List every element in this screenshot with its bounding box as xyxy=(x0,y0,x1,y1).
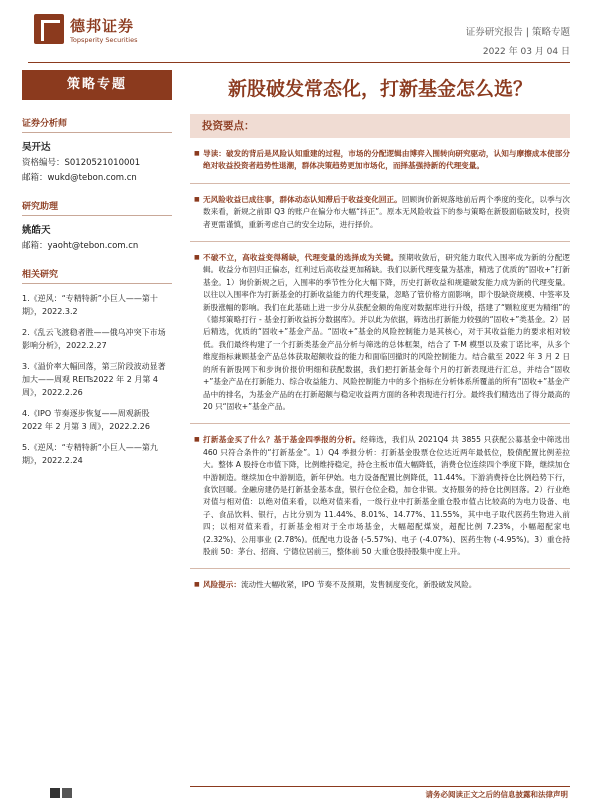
brand-logo-icon xyxy=(34,14,64,44)
divider xyxy=(190,241,570,242)
key-points-label: 投资要点： xyxy=(190,114,570,138)
divider xyxy=(190,423,570,424)
point-holdings-lead: 打新基金买了什么？基于基金四季报的分析。 xyxy=(203,435,361,445)
risk-warning-lead: 风险提示： xyxy=(203,580,241,590)
point-holdings xyxy=(194,434,570,558)
qr-code-icon xyxy=(50,788,60,798)
related-report-3[interactable]: 3.《溢价率大幅回落，第三阶段波动显著加大——周观 REITs2022 年 2 月第 4 周》，2022.2.26 xyxy=(22,362,166,397)
footer-divider xyxy=(190,786,570,787)
brand-name-cn: 德邦证券 xyxy=(70,16,135,35)
main-content xyxy=(190,70,570,592)
sidebar xyxy=(22,70,172,467)
point-proxy-text: 预期收敛后，研究能力取代入围率成为新的分配逻辑。收益分布回归正偏态，红利过后高收益更加稀缺。我们以新代理变量为基准，精选了优质的“固收+”打新基金。1）询价新规之后，入围率的季节性分化大幅下降，历史打新收益和规避破发能力成为新的代理变量。以往以入围率作为打新基金的打新收益能力的代理变量，忽略了管价格方面影响，即个股缺资规模、中签率及新股涨幅的影响。我们在此基础上进一步分从获配金额的角度对数据库进行升级，搭建了“颗粒度更为精细”的《德邦策略打行 - 基金打新收益拆分数据库》。并以此为依据，筛选出打新能力较强的“固收+”类基金。2）居后精选，优质的“固收+”基金产品。“固收+”基金的风险控制能力是其核心，对于其收益能力的要求相对较低。我们最终构建了一个打新类基金产品分析与筛选的总体框架，结合了 T-M 模型以及索丁诺比率，从多个维度指标兼顾基金产品总体获取超额收益的能力和面临回撤时的风险控制能力。结合截至 2022 年 3 月 2 日的所有新股网下和步询价报价明细和获配数据，我们把打新基金每个月的打新表现进行汇总，并结合“固收+”基金产品在打新能力、综合收益能力、风险控制能力中的多个指标在分析体系所覆盖的所有“固收+”基金产品中的排名，为基金产品的在打新超额与稳定收益两方面的各种表现进行打分。最终我们精选出了得分最高的 20 只“固收+”基金产品。 xyxy=(203,253,570,411)
analyst-cert: 资格编号：S0120521010001 xyxy=(22,158,141,168)
brand-name-en: Topsperity Securities xyxy=(70,35,138,44)
related-report-1[interactable]: 1.《逆风：“专精特新”小巨人——第十期》，2022.3.2 xyxy=(22,294,158,316)
analyst-email[interactable]: 邮箱：wukd@tebon.com.cn xyxy=(22,173,137,183)
related-report-2[interactable]: 2.《乱云飞渡稳者胜——俄乌冲突下市场影响分析》，2022.2.27 xyxy=(22,328,166,350)
point-proxy xyxy=(194,252,570,413)
point-holdings-text: 经筛选，我们从 2021Q4 共 3855 只获配公募基金中筛选出 460 只符合条件的“打新基金”。1）Q4 季报分析：打新基金股票仓位达近两年最低位，股债配置比例差拉大。整体 A 股持仓市值下降，比例维持稳定，持仓主板市值大幅降低，消费仓位连续四个季度下降，继续加仓中游制造。继续加仓中游制造，新年伊始。电力设备配置比例降低，11.44%。下游消费持仓比例趋势下行，食饮回暖。金融房建仍是打新基金基本盘，银行仓位企稳，加仓非银。支持服务的持仓比例回落。2）行业绝对值与相对值：以绝对值来看，以绝对值来看，一级行业中打新基金重仓股市值占比较高的为电力设备、电子、食品饮料、银行，占比分别为 11.44%、8.01%、14.77%、11.55%，其中电子取代医药生物进入前四；以相对值来看，打新基金相对于全市场基金，大幅超配煤炭，超配比例 7.23%，小幅超配家电 (2.32%)、公用事业 (2.78%)。低配电力设备 (-5.57%)、电子 (-4.07%)、医药生物 (-4.95%)。3）重仓持股前 50：茅台、招商、宁德位居前三，整体前 50 大重仓股持股集中度上升。 xyxy=(203,435,570,556)
point-riskfree-text: 回顾询价新规落地前后两个季度的变化，以季与次数来看，新规之前即 Q3 的账户在偏分布大幅“抖正”。原本无风险收益下的参与策略在新股面临破发时，投资者更需谨慎，重新考虑自己的安全边际，进行择价。 xyxy=(203,194,571,229)
assistant-heading: 研究助理 xyxy=(22,199,172,216)
sidebar-title: 策略专题 xyxy=(22,70,172,100)
risk-warning-text: 流动性大幅收紧，IPO 节奏不及预期，发售制度变化，新股破发风险。 xyxy=(240,580,477,590)
header-divider xyxy=(28,62,570,63)
disclaimer: 请务必阅读正文之后的信息披露和法律声明 xyxy=(425,790,568,799)
divider xyxy=(190,568,570,569)
point-proxy-lead: 不破不立，高收益变得稀缺，代理变量的选择成为关键。 xyxy=(203,253,399,263)
point-riskfree xyxy=(194,194,570,231)
brand-logo xyxy=(34,14,137,44)
report-date: 2022 年 03 月 04 日 xyxy=(482,47,570,57)
assistant-name: 姚皓天 xyxy=(22,225,51,236)
point-riskfree-lead: 无风险收益已成往事，群体动态认知滞后于收益变化回正。 xyxy=(203,194,402,204)
intro-paragraph: ■ 导读：破发的背后是风险认知重建的过程，市场的分配逻辑由博弈入围转向研究驱动，认知与摩擦成本使部分绝对收益投资者趋势性退潮，群体决策趋势更加市场化，而择基强持新的代理变量。 xyxy=(194,148,570,173)
analyst-heading: 证券分析师 xyxy=(22,116,172,133)
related-report-5[interactable]: 5.《逆风：“专精特新”小巨人——第九期》，2022.2.24 xyxy=(22,443,158,465)
risk-warning xyxy=(194,579,570,591)
report-title: 新股破发常态化，打新基金怎么选？ xyxy=(227,78,532,100)
assistant-email[interactable]: 邮箱：yaoht@tebon.com.cn xyxy=(22,241,139,251)
divider xyxy=(190,183,570,184)
analyst-name: 吴开达 xyxy=(22,142,51,153)
related-heading: 相关研究 xyxy=(22,267,172,284)
qr-code-icon xyxy=(62,788,72,798)
report-type: 证券研究报告 | 策略专题 xyxy=(465,27,570,38)
related-report-4[interactable]: 4.《IPO 节奏逐步恢复——周观新股 2022 年 2 月第 3 周》，2022.2.26 xyxy=(22,409,150,431)
